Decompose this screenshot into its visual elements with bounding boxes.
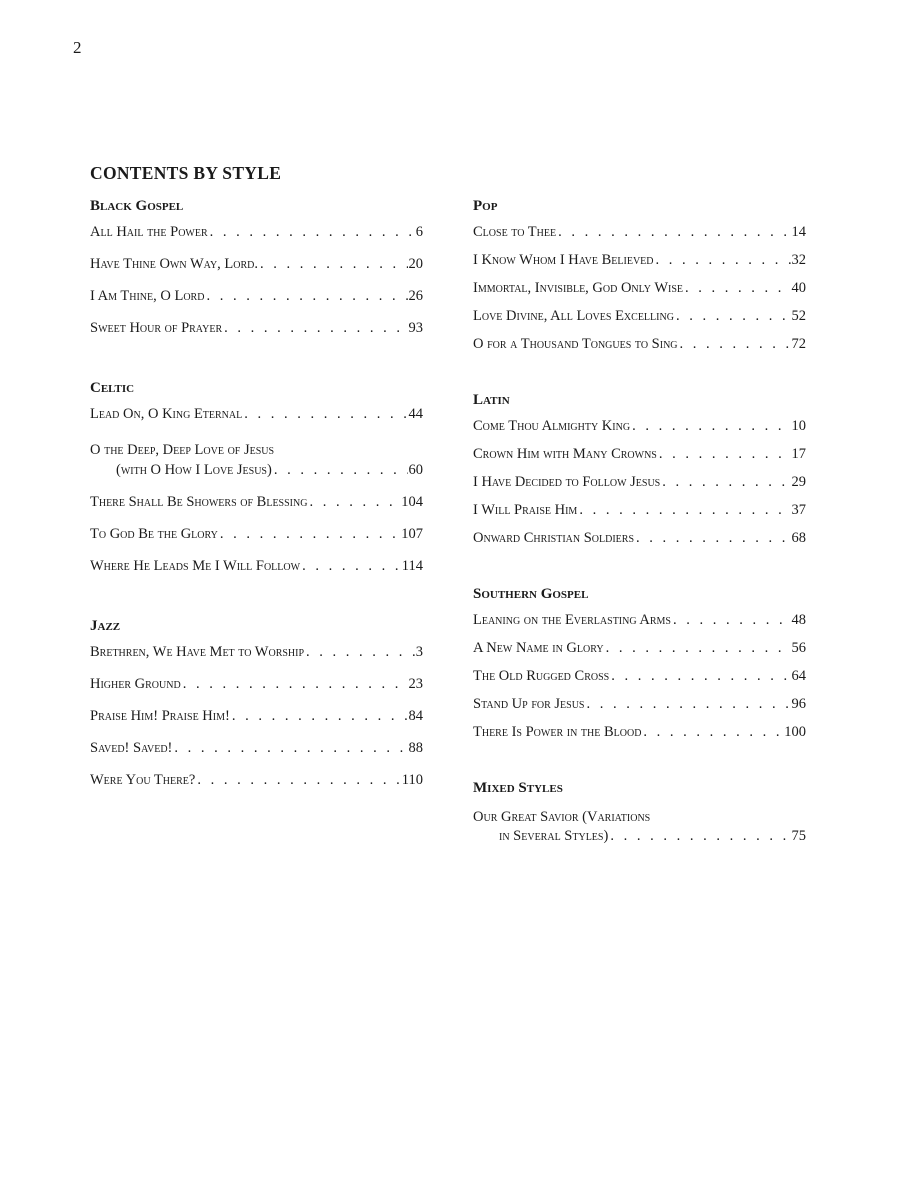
entry-title: Our Great Savior (Variations [473, 809, 651, 825]
entry-page: 37 [791, 502, 806, 518]
toc-section [473, 584, 806, 752]
entry-page: 104 [401, 494, 423, 510]
toc-entry[interactable] [90, 406, 423, 438]
entry-page: 10 [791, 418, 806, 434]
entry-page: 29 [791, 474, 806, 490]
entry-page: 72 [791, 336, 806, 352]
entry-page: 20 [408, 256, 423, 272]
entry-title: Sweet Hour of Prayer [90, 320, 223, 336]
toc-entry[interactable] [473, 530, 806, 558]
toc-entry[interactable] [90, 256, 423, 288]
entry-title: Come Thou Almighty King [473, 418, 631, 434]
entry-page: 32 [791, 252, 806, 268]
entry-title: Higher Ground [90, 676, 181, 692]
toc-entry[interactable] [473, 612, 806, 640]
toc-section [473, 390, 806, 558]
toc-section [473, 778, 806, 856]
toc-entry[interactable] [90, 320, 423, 352]
entry-title: Where He Leads Me I Will Follow [90, 558, 301, 574]
toc-entry[interactable] [90, 740, 423, 772]
dot-leader [309, 494, 400, 511]
toc-section [473, 196, 806, 364]
entry-page: 68 [791, 530, 806, 546]
entry-page: 40 [791, 280, 806, 296]
dot-leader [680, 336, 791, 353]
entry-title: Leaning on the Everlasting Arms [473, 612, 671, 628]
toc-entry[interactable] [473, 418, 806, 446]
dot-leader [579, 502, 790, 519]
entry-title: To God Be the Glory [90, 526, 218, 542]
entry-page: 17 [791, 446, 806, 462]
dot-leader [220, 526, 400, 543]
entry-page: 64 [791, 668, 806, 684]
entry-page: 84 [408, 708, 423, 724]
section-heading: Jazz [90, 618, 121, 634]
section-heading: Black Gospel [90, 198, 184, 214]
dot-leader [260, 256, 407, 273]
dot-leader [206, 288, 407, 305]
page-number: 2 [73, 38, 82, 57]
entry-page: 114 [401, 558, 423, 574]
entry-page: 44 [408, 406, 423, 422]
dot-leader [673, 612, 791, 629]
entry-title: Onward Christian Soldiers [473, 530, 635, 546]
section-heading: Pop [473, 198, 498, 214]
dot-leader [197, 772, 400, 789]
entry-title-continued: in Several Styles) [499, 828, 609, 844]
entry-page: 107 [401, 526, 423, 542]
toc-entry[interactable] [473, 446, 806, 474]
section-spacer [473, 364, 806, 390]
entry-title: Brethren, We Have Met to Worship [90, 644, 305, 660]
dot-leader [676, 308, 791, 325]
toc-entry[interactable] [473, 224, 806, 252]
entry-title: I Am Thine, O Lord [90, 288, 205, 304]
dot-leader [174, 740, 407, 757]
toc-entry[interactable] [473, 696, 806, 724]
entry-page: 52 [791, 308, 806, 324]
entry-page: 60 [408, 462, 423, 478]
section-heading: Latin [473, 392, 510, 408]
section-spacer [473, 558, 806, 584]
entry-title: Close to Thee [473, 224, 557, 240]
dot-leader [632, 418, 790, 435]
contents-right-column [473, 196, 806, 856]
entry-page: 75 [791, 828, 806, 844]
toc-entry[interactable] [473, 502, 806, 530]
toc-entry[interactable] [90, 708, 423, 740]
entry-title: Lead On, O King Eternal [90, 406, 243, 422]
entry-title: Were You There? [90, 772, 196, 788]
toc-entry[interactable] [90, 676, 423, 708]
section-heading: Celtic [90, 380, 135, 396]
entry-title: There Shall Be Showers of Blessing [90, 494, 308, 510]
dot-leader [587, 696, 791, 713]
dot-leader [302, 558, 401, 575]
entry-page: 96 [791, 696, 806, 712]
entry-title: Immortal, Invisible, God Only Wise [473, 280, 684, 296]
entry-title: A New Name in Glory [473, 640, 604, 656]
entry-page: 48 [791, 612, 806, 628]
dot-leader [210, 224, 415, 241]
toc-entry[interactable] [90, 526, 423, 558]
dot-leader [224, 320, 407, 337]
entry-title: I Will Praise Him [473, 502, 578, 518]
entry-title: Saved! Saved! [90, 740, 173, 756]
entry-title: Stand Up for Jesus [473, 696, 585, 712]
toc-section [90, 378, 423, 590]
toc-entry[interactable] [90, 438, 423, 494]
dot-leader [244, 406, 407, 423]
entry-title: There Is Power in the Blood [473, 724, 642, 740]
dot-leader [306, 644, 415, 661]
toc-entry[interactable] [473, 252, 806, 280]
entry-page: 26 [408, 288, 423, 304]
toc-entry[interactable] [90, 772, 423, 804]
entry-title-continued: (with O How I Love Jesus) [116, 462, 272, 478]
toc-entry[interactable] [473, 474, 806, 502]
toc-entry[interactable] [473, 668, 806, 696]
dot-leader [685, 280, 790, 297]
entry-title: Love Divine, All Loves Excelling [473, 308, 674, 324]
dot-leader [643, 724, 783, 741]
toc-entry[interactable] [473, 308, 806, 336]
section-spacer [90, 590, 423, 616]
contents-left-column [90, 196, 423, 804]
toc-entry[interactable] [473, 806, 806, 856]
dot-leader [611, 668, 790, 685]
entry-page: 14 [791, 224, 806, 240]
entry-title: The Old Rugged Cross [473, 668, 610, 684]
dot-leader [610, 828, 790, 845]
dot-leader [606, 640, 791, 657]
entry-title: O for a Thousand Tongues to Sing [473, 336, 678, 352]
entry-title: Have Thine Own Way, Lord. [90, 256, 259, 272]
page-title: CONTENTS BY STYLE [90, 163, 282, 183]
entry-title: I Know Whom I Have Believed [473, 252, 654, 268]
entry-continuation [90, 462, 423, 494]
entry-page: 110 [401, 772, 423, 788]
entry-page: 88 [408, 740, 423, 756]
toc-entry[interactable] [90, 644, 423, 676]
dot-leader [183, 676, 408, 693]
entry-title: All Hail the Power [90, 224, 208, 240]
entry-continuation [473, 828, 806, 856]
dot-leader [662, 474, 790, 491]
toc-entry[interactable] [90, 494, 423, 526]
entry-page: 100 [784, 724, 806, 740]
section-spacer [90, 352, 423, 378]
toc-entry[interactable] [90, 558, 423, 590]
entry-page: 6 [415, 224, 423, 240]
entry-title: I Have Decided to Follow Jesus [473, 474, 661, 490]
toc-entry[interactable] [90, 224, 423, 256]
toc-section [90, 196, 423, 352]
dot-leader [232, 708, 408, 725]
toc-section [90, 616, 423, 804]
toc-entry[interactable] [473, 336, 806, 364]
dot-leader [274, 462, 408, 479]
entry-page: 23 [408, 676, 423, 692]
dot-leader [636, 530, 790, 547]
section-heading: Mixed Styles [473, 780, 563, 796]
entry-page: 3 [415, 644, 423, 660]
entry-page: 56 [791, 640, 806, 656]
entry-title: O the Deep, Deep Love of Jesus [90, 442, 275, 458]
toc-entry[interactable] [473, 640, 806, 668]
section-spacer [473, 752, 806, 778]
toc-entry[interactable] [90, 288, 423, 320]
dot-leader [656, 252, 791, 269]
toc-entry[interactable] [473, 280, 806, 308]
toc-entry[interactable] [473, 724, 806, 752]
section-heading: Southern Gospel [473, 586, 589, 602]
entry-page: 93 [408, 320, 423, 336]
entry-title: Crown Him with Many Crowns [473, 446, 657, 462]
dot-leader [659, 446, 791, 463]
dot-leader [558, 224, 790, 241]
entry-title: Praise Him! Praise Him! [90, 708, 230, 724]
